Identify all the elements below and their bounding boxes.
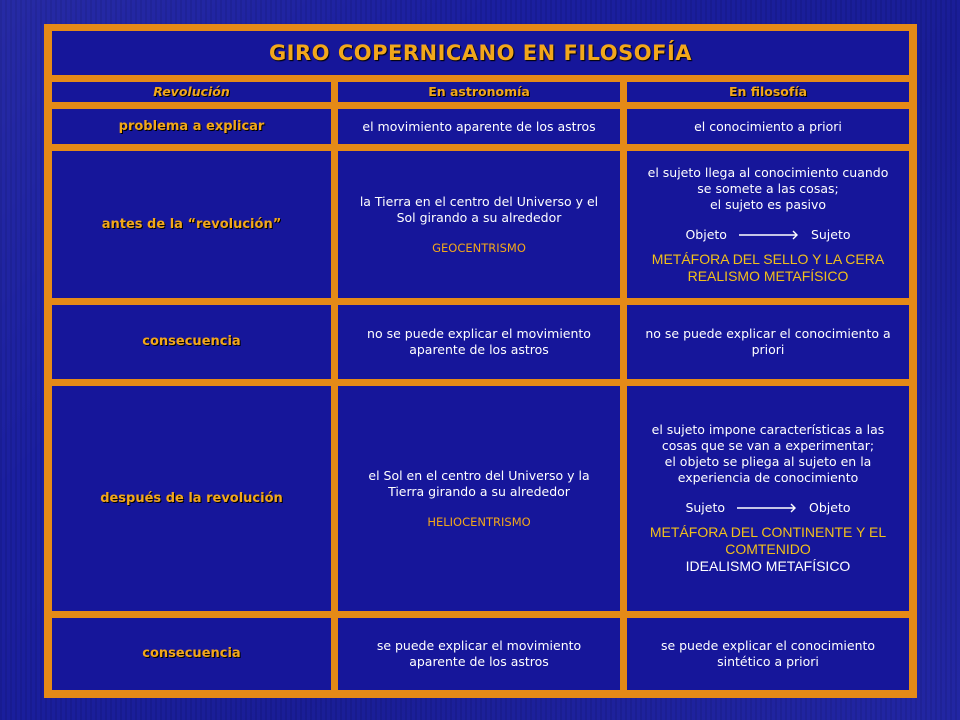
arrow-to-label: Sujeto: [810, 226, 851, 242]
right-arrow-icon: [737, 229, 801, 241]
antes-filosofia-line-3: el sujeto es pasivo: [709, 196, 827, 212]
row-despues-label-cell: [52, 386, 331, 611]
row-consecuencia2-label-cell: [52, 618, 331, 690]
idealismo-metafisico: IDEALISMO METAFÍSICO: [685, 558, 851, 574]
consecuencia2-filosofia-text: se puede explicar el conocimiento sintético a priori: [660, 638, 876, 669]
row-antes-filosofia: [627, 151, 909, 298]
despues-astronomia-text: el Sol en el centro del Universo y la Tierra girando a su alrededor: [368, 467, 590, 499]
problema-filosofia-text: el conocimiento a priori: [694, 118, 842, 134]
sujeto-objeto-arrow-row: [685, 500, 850, 516]
header-astronomia-label: En astronomía: [428, 84, 530, 99]
row-problema-astronomia: [338, 109, 620, 144]
row-despues-filosofia: [627, 386, 909, 611]
antes-filosofia-line-2: se somete a las cosas;: [697, 180, 839, 196]
row-problema-filosofia: [627, 109, 909, 144]
row-consecuencia1-label: consecuencia: [142, 334, 241, 349]
despues-filosofia-line-3: el objeto se pliega al sujeto en la: [664, 454, 872, 469]
row-consecuencia1-label-cell: [52, 305, 331, 379]
right-arrow-icon: [735, 502, 799, 514]
row-consecuencia2-astronomia: [338, 618, 620, 690]
row-antes-label: antes de la “revolución”: [101, 216, 282, 232]
arrow-to-label-2: Objeto: [809, 500, 851, 515]
title-cell: [52, 31, 909, 75]
row-consecuencia1-filosofia: [627, 305, 909, 379]
antes-astronomia-text: la Tierra en el centro del Universo y el Sol girando a su alrededor: [359, 193, 599, 225]
consecuencia1-astronomia-text: no se puede explicar el movimiento aparente de los astros: [367, 326, 591, 357]
row-consecuencia2-filosofia: [627, 618, 909, 690]
metafora-continente-contenido: METÁFORA DEL CONTINENTE Y EL COMTENIDO: [649, 524, 887, 557]
antes-filosofia-line-1: el sujeto llega al conocimiento cuando: [647, 164, 889, 180]
heliocentrismo-term: HELIOCENTRISMO: [427, 514, 531, 529]
despues-filosofia-line-2: cosas que se van a experimentar;: [661, 438, 875, 453]
consecuencia1-filosofia-text: no se puede explicar el conocimiento a priori: [645, 326, 891, 357]
problema-astronomia-text: el movimiento aparente de los astros: [362, 118, 596, 134]
arrow-from-label: Objeto: [685, 226, 727, 242]
slide-title: GIRO COPERNICANO EN FILOSOFÍA: [268, 41, 693, 65]
header-astronomia: [338, 82, 620, 102]
header-revolucion: [52, 82, 331, 102]
row-problema-label: problema a explicar: [118, 118, 265, 134]
row-problema-label-cell: [52, 109, 331, 144]
metafora-sello-cera: METÁFORA DEL SELLO Y LA CERA: [651, 250, 885, 267]
row-antes-label-cell: [52, 151, 331, 298]
giro-copernicano-table: [44, 24, 917, 698]
row-despues-astronomia: [338, 386, 620, 611]
consecuencia2-astronomia-text: se puede explicar el movimiento aparente de los astros: [376, 638, 582, 669]
header-filosofia: [627, 82, 909, 102]
row-antes-astronomia: [338, 151, 620, 298]
realismo-metafisico: REALISMO METAFÍSICO: [687, 267, 849, 284]
geocentrismo-term: GEOCENTRISMO: [432, 240, 526, 255]
header-filosofia-label: En filosofía: [728, 84, 808, 99]
row-consecuencia2-label: consecuencia: [142, 646, 241, 661]
arrow-from-label-2: Sujeto: [685, 500, 726, 515]
header-revolucion-label: Revolución: [153, 84, 230, 99]
objeto-sujeto-arrow-row: [685, 227, 850, 243]
row-despues-label: después de la revolución: [100, 490, 283, 506]
despues-filosofia-line-4: experiencia de conocimiento: [677, 470, 859, 485]
row-consecuencia1-astronomia: [338, 305, 620, 379]
despues-filosofia-line-1: el sujeto impone características a las: [651, 422, 885, 437]
